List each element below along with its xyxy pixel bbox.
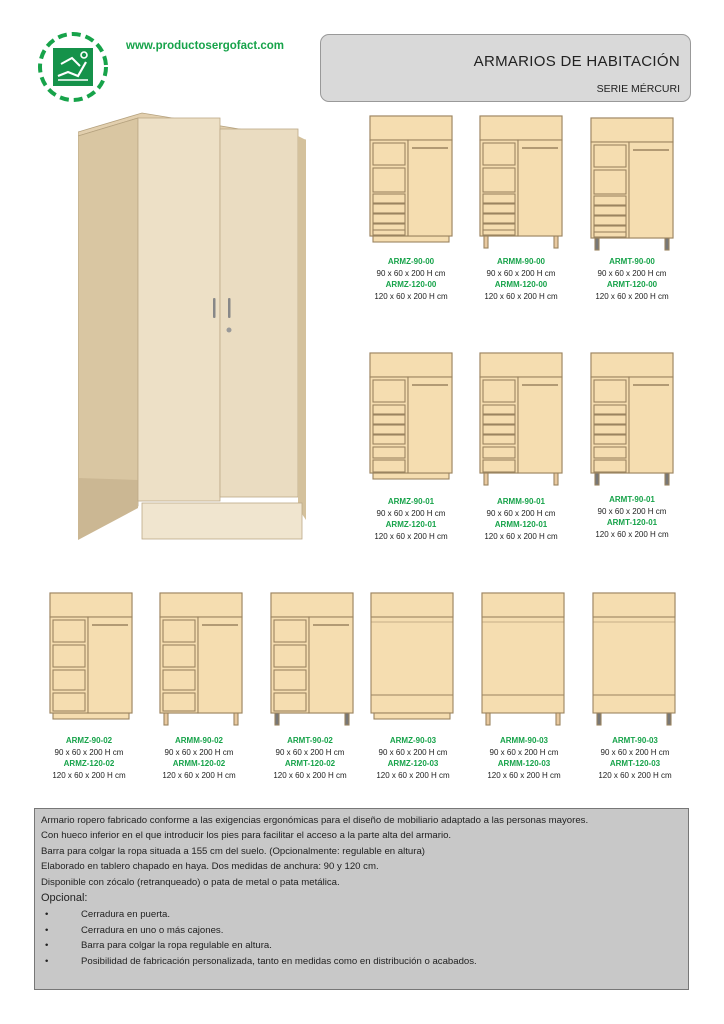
plinth <box>53 713 129 719</box>
wardrobe-diagram <box>49 592 139 726</box>
top-compartment <box>591 353 673 377</box>
product-code: ARMM-90-01 <box>496 497 545 506</box>
product-dimensions: 90 x 60 x 200 H cm <box>376 508 446 518</box>
drawer <box>373 214 405 223</box>
shelf <box>163 620 195 642</box>
shelf <box>594 232 626 237</box>
drawer <box>373 435 405 444</box>
hanging-section <box>518 140 562 236</box>
product-code: ARMM-120-01 <box>494 520 548 529</box>
leg <box>595 473 599 485</box>
description-line: Elaborado en tablero chapado en haya. Dos medidas de anchura: 90 y 120 cm. <box>41 861 379 873</box>
title-box <box>320 34 691 102</box>
optional-item: • Cerradura en uno o más cajones. <box>41 923 682 938</box>
wardrobe-diagram <box>479 115 569 249</box>
wardrobe-photo <box>78 108 306 544</box>
product-caption <box>356 256 466 302</box>
product-caption <box>358 735 468 781</box>
leg <box>484 236 488 248</box>
product-dimensions: 120 x 60 x 200 H cm <box>484 291 558 301</box>
wardrobe-diagram <box>590 117 680 251</box>
product-dimensions: 120 x 60 x 200 H cm <box>376 770 450 780</box>
product-code: ARMT-90-03 <box>612 736 658 745</box>
description-line: Armario ropero fabricado conforme a las exigencias ergonómicas para el diseño de mobiliario adaptado a las personas mayores. <box>41 815 589 826</box>
leg <box>556 713 560 725</box>
product-code: ARMM-120-03 <box>497 759 551 768</box>
optional-item: • Cerradura en puerta. <box>41 907 682 922</box>
shelf <box>373 460 405 472</box>
wardrobe-diagram <box>369 352 459 486</box>
top-compartment <box>271 593 353 617</box>
shelf <box>163 693 195 711</box>
website-url[interactable]: www.productosergofact.com <box>126 40 285 52</box>
product-code: ARMT-90-01 <box>609 495 655 504</box>
product-dimensions: 120 x 60 x 200 H cm <box>595 529 669 539</box>
product-dimensions: 90 x 60 x 200 H cm <box>486 508 556 518</box>
shelf <box>53 670 85 690</box>
plinth <box>373 473 449 479</box>
product-caption <box>255 735 365 781</box>
product-dimensions: 90 x 60 x 200 H cm <box>597 268 667 278</box>
wardrobe-diagram <box>370 592 460 726</box>
product-code: ARMZ-120-03 <box>387 759 439 768</box>
product-dimensions: 90 x 60 x 200 H cm <box>489 747 559 757</box>
product-caption <box>34 735 144 781</box>
shelf <box>373 143 405 165</box>
wardrobe-diagram <box>590 352 680 486</box>
product-code: ARMT-90-02 <box>287 736 333 745</box>
top-compartment <box>370 353 452 377</box>
drawer <box>373 425 405 434</box>
shelf <box>274 620 306 642</box>
drawer <box>483 214 515 223</box>
leg <box>164 713 168 725</box>
hanging-section <box>629 377 673 473</box>
leg <box>345 713 349 725</box>
shelf <box>274 670 306 690</box>
product-dimensions: 90 x 60 x 200 H cm <box>600 747 670 757</box>
product-dimensions: 120 x 60 x 200 H cm <box>595 291 669 301</box>
product-code: ARMZ-120-02 <box>63 759 115 768</box>
description-line: Con hueco inferior en el que introducir los pies para facilitar el acceso a la parte alta del armario. <box>41 830 452 842</box>
shelf <box>594 145 626 167</box>
leg <box>234 713 238 725</box>
shelf <box>373 447 405 458</box>
shelf <box>594 460 626 472</box>
leg <box>554 473 558 485</box>
top-compartment <box>480 353 562 377</box>
product-code: ARMZ-90-01 <box>387 497 435 506</box>
leg <box>275 713 279 725</box>
product-dimensions: 120 x 60 x 200 H cm <box>52 770 126 780</box>
drawer <box>483 435 515 444</box>
leg <box>597 713 601 725</box>
wardrobe-diagram <box>369 115 459 249</box>
product-dimensions: 120 x 60 x 200 H cm <box>162 770 236 780</box>
description-line: Barra para colgar la ropa situada a 155 cm del suelo. (Opcionalmente: regulable en altura) <box>41 845 425 857</box>
top-compartment <box>371 593 453 617</box>
product-dimensions: 90 x 60 x 200 H cm <box>164 747 234 757</box>
shelf <box>373 230 405 235</box>
shelf <box>483 230 515 235</box>
top-compartment <box>370 116 452 140</box>
series-subtitle: SERIE MÉRCURI <box>596 83 680 95</box>
description-panel <box>34 808 689 990</box>
product-code: ARMZ-120-01 <box>385 520 437 529</box>
product-dimensions: 90 x 60 x 200 H cm <box>378 747 448 757</box>
product-dimensions: 120 x 60 x 200 H cm <box>374 531 448 541</box>
product-dimensions: 90 x 60 x 200 H cm <box>275 747 345 757</box>
product-code: ARMZ-120-00 <box>385 280 437 289</box>
drawer <box>373 415 405 424</box>
product-dimensions: 120 x 60 x 200 H cm <box>487 770 561 780</box>
leg <box>486 713 490 725</box>
shelf <box>594 380 626 402</box>
product-dimensions: 120 x 60 x 200 H cm <box>273 770 347 780</box>
product-dimensions: 120 x 60 x 200 H cm <box>374 291 448 301</box>
hanging-section <box>629 142 673 238</box>
bullet-icon: • <box>45 940 49 952</box>
drawer <box>594 405 626 414</box>
optional-item: • Posibilidad de fabricación personalizada, tanto en medidas como en distribución o acabados. <box>41 954 682 969</box>
optional-title: Opcional: <box>41 892 88 905</box>
product-code: ARMT-120-02 <box>284 759 336 768</box>
top-compartment <box>50 593 132 617</box>
drawer <box>594 206 626 215</box>
shelf <box>483 447 515 458</box>
optional-list <box>41 907 682 969</box>
drawer <box>483 194 515 203</box>
wardrobe-diagram <box>481 592 571 726</box>
product-code: ARMM-120-00 <box>494 280 548 289</box>
drawer <box>373 204 405 213</box>
description-line: Disponible con zócalo (retranqueado) o pata de metal o pata metálica. <box>41 876 340 888</box>
shelf <box>53 693 85 711</box>
product-caption <box>144 735 254 781</box>
shelf <box>274 645 306 667</box>
hanging-section <box>408 377 452 473</box>
hanging-section <box>408 140 452 236</box>
drawer <box>373 405 405 414</box>
shelf <box>483 380 515 402</box>
leg <box>667 713 671 725</box>
bullet-icon: • <box>45 909 49 921</box>
leg <box>665 473 669 485</box>
product-dimensions: 120 x 60 x 200 H cm <box>598 770 672 780</box>
drawer <box>594 435 626 444</box>
top-compartment <box>591 118 673 142</box>
product-code: ARMM-120-02 <box>172 759 226 768</box>
top-compartment <box>160 593 242 617</box>
product-code: ARMM-90-02 <box>174 736 223 745</box>
leg <box>554 236 558 248</box>
drawer <box>594 415 626 424</box>
product-dimensions: 90 x 60 x 200 H cm <box>597 506 667 516</box>
drawer <box>483 415 515 424</box>
page-title: ARMARIOS DE HABITACIÓN <box>473 53 680 70</box>
shelf <box>594 170 626 194</box>
product-code: ARMT-120-00 <box>606 280 658 289</box>
leg <box>665 238 669 250</box>
drawer <box>483 425 515 434</box>
product-code: ARMT-120-03 <box>609 759 661 768</box>
hanging-section <box>88 617 132 713</box>
shelf <box>53 620 85 642</box>
drawer <box>594 216 626 225</box>
shelf <box>163 645 195 667</box>
plinth <box>374 713 450 719</box>
product-caption <box>356 496 466 542</box>
bullet-icon: • <box>45 924 49 936</box>
product-code: ARMZ-90-00 <box>387 257 435 266</box>
product-caption <box>466 496 576 542</box>
wardrobe-diagram <box>479 352 569 486</box>
shelf <box>483 168 515 192</box>
drawer <box>373 194 405 203</box>
drawer <box>594 425 626 434</box>
bullet-icon: • <box>45 955 49 967</box>
product-code: ARMZ-90-03 <box>389 736 437 745</box>
shelf <box>373 168 405 192</box>
product-dimensions: 90 x 60 x 200 H cm <box>54 747 124 757</box>
shelf <box>483 143 515 165</box>
shelf <box>594 447 626 458</box>
product-caption <box>469 735 579 781</box>
product-caption <box>466 256 576 302</box>
wardrobe-diagram <box>592 592 682 726</box>
product-code: ARMZ-90-02 <box>65 736 113 745</box>
product-dimensions: 90 x 60 x 200 H cm <box>486 268 556 278</box>
leg <box>595 238 599 250</box>
product-code: ARMM-90-00 <box>496 257 545 266</box>
top-compartment <box>593 593 675 617</box>
top-compartment <box>480 116 562 140</box>
shelf <box>53 645 85 667</box>
shelf <box>483 460 515 472</box>
hanging-section <box>309 617 353 713</box>
drawer <box>594 196 626 205</box>
product-code: ARMT-90-00 <box>609 257 655 266</box>
top-compartment <box>482 593 564 617</box>
drawer <box>483 204 515 213</box>
product-dimensions: 120 x 60 x 200 H cm <box>484 531 558 541</box>
shelf <box>163 670 195 690</box>
wardrobe-diagram <box>159 592 249 726</box>
product-code: ARMT-120-01 <box>606 518 658 527</box>
product-code: ARMM-90-03 <box>499 736 548 745</box>
product-caption <box>577 256 687 302</box>
optional-item: • Barra para colgar la ropa regulable en altura. <box>41 938 682 953</box>
product-dimensions: 90 x 60 x 200 H cm <box>376 268 446 278</box>
hanging-section <box>518 377 562 473</box>
shelf <box>373 380 405 402</box>
drawer <box>483 405 515 414</box>
product-caption <box>577 494 687 540</box>
leg <box>484 473 488 485</box>
plinth <box>373 236 449 242</box>
wardrobe-diagram <box>270 592 360 726</box>
product-caption <box>580 735 690 781</box>
ergofact-logo <box>34 32 112 102</box>
hanging-section <box>198 617 242 713</box>
shelf <box>274 693 306 711</box>
